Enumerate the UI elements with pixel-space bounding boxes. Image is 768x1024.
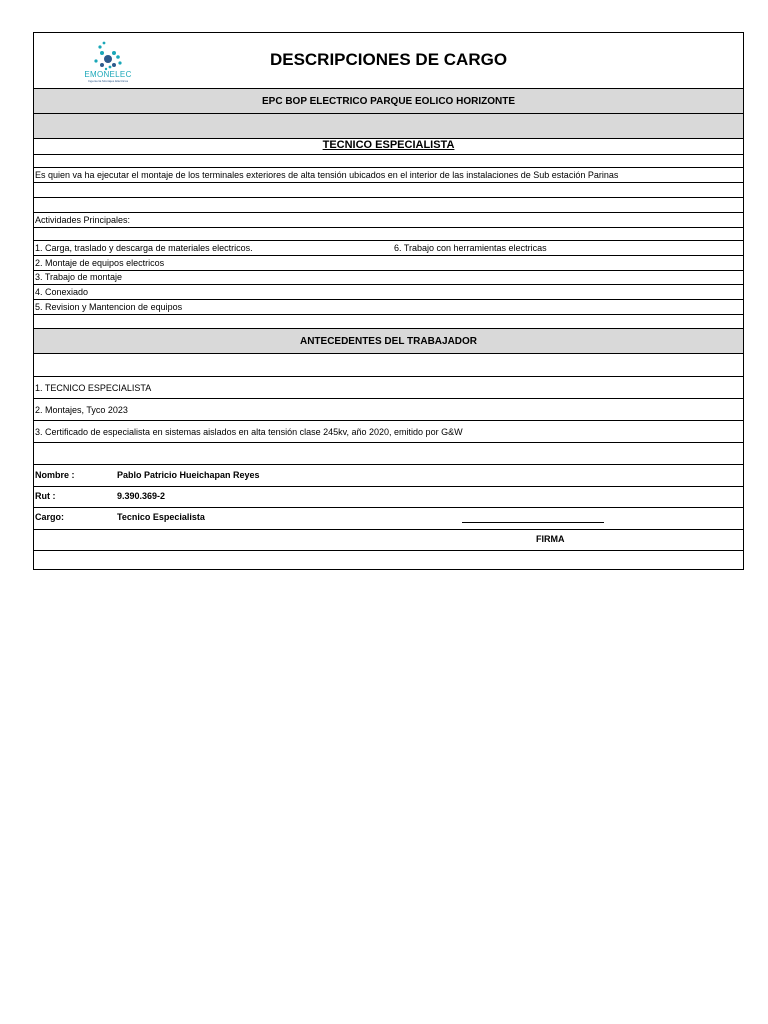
background-item: 1. TECNICO ESPECIALISTA [35,383,152,393]
activity-item: 3. Trabajo de montaje [35,272,123,282]
signature-label: FIRMA [536,534,565,544]
logo-subtext: Ingeniería Montajes Eléctricos [87,79,129,83]
cargo-label: Cargo: [35,512,64,522]
background-row [34,399,743,421]
blank-row [34,315,743,329]
blank-row [34,551,743,571]
worker-rut: 9.390.369-2 [117,491,166,501]
logo-text: EMONELEC [84,70,132,79]
project-band [34,89,743,114]
background-item: 2. Montajes, Tyco 2023 [35,405,128,415]
activity-row [34,256,743,271]
activity-item: 1. Carga, traslado y descarga de materiales electricos. [35,243,253,253]
worker-cargo: Tecnico Especialista [117,512,205,522]
document-title: DESCRIPCIONES DE CARGO [269,50,508,69]
background-band [34,329,743,354]
background-item: 3. Certificado de especialista en sistemas aislados en alta tensión clase 245kv, año 2020, emitido por G&W [35,427,463,437]
activity-row [34,271,743,285]
worker-name: Pablo Patricio Hueichapan Reyes [117,470,260,480]
background-row [34,377,743,399]
role-title: TECNICO ESPECIALISTA [322,139,455,151]
rut-label: Rut : [35,491,56,501]
project-name: EPC BOP ELECTRICO PARQUE EOLICO HORIZONTE [262,96,515,107]
sheet-header [34,33,743,89]
job-description-sheet [33,32,744,570]
activity-item: 5. Revision y Mantencion de equipos [35,302,183,312]
signature-line [462,522,604,523]
blank-row [34,183,743,198]
activity-item: 6. Trabajo con herramientas electricas [394,243,547,253]
background-row [34,421,743,443]
activities-heading-row [34,213,743,228]
signature-row [34,530,743,551]
activity-item: 4. Conexiado [35,287,89,297]
activity-row [34,300,743,315]
role-title-row [34,139,743,154]
name-label: Nombre : [35,470,75,480]
activity-item: 2. Montaje de equipos electricos [35,258,165,268]
blank-row [34,443,743,465]
blank-row [34,354,743,377]
worker-rut-row [34,487,743,508]
activity-row [34,241,743,256]
worker-cargo-row [34,508,743,530]
worker-name-row [34,465,743,487]
blank-row [34,154,743,168]
empty-band [34,114,743,139]
description-text: Es quien va ha ejecutar el montaje de los terminales exteriores de alta tensión ubicados en el interior de las instalaciones de Sub estación Parinas [35,170,619,180]
activities-heading: Actividades Principales: [35,215,131,225]
background-heading: ANTECEDENTES DEL TRABAJADOR [299,336,478,347]
description-row [34,168,743,183]
activity-row [34,285,743,300]
blank-row [34,198,743,213]
blank-row [34,228,743,241]
